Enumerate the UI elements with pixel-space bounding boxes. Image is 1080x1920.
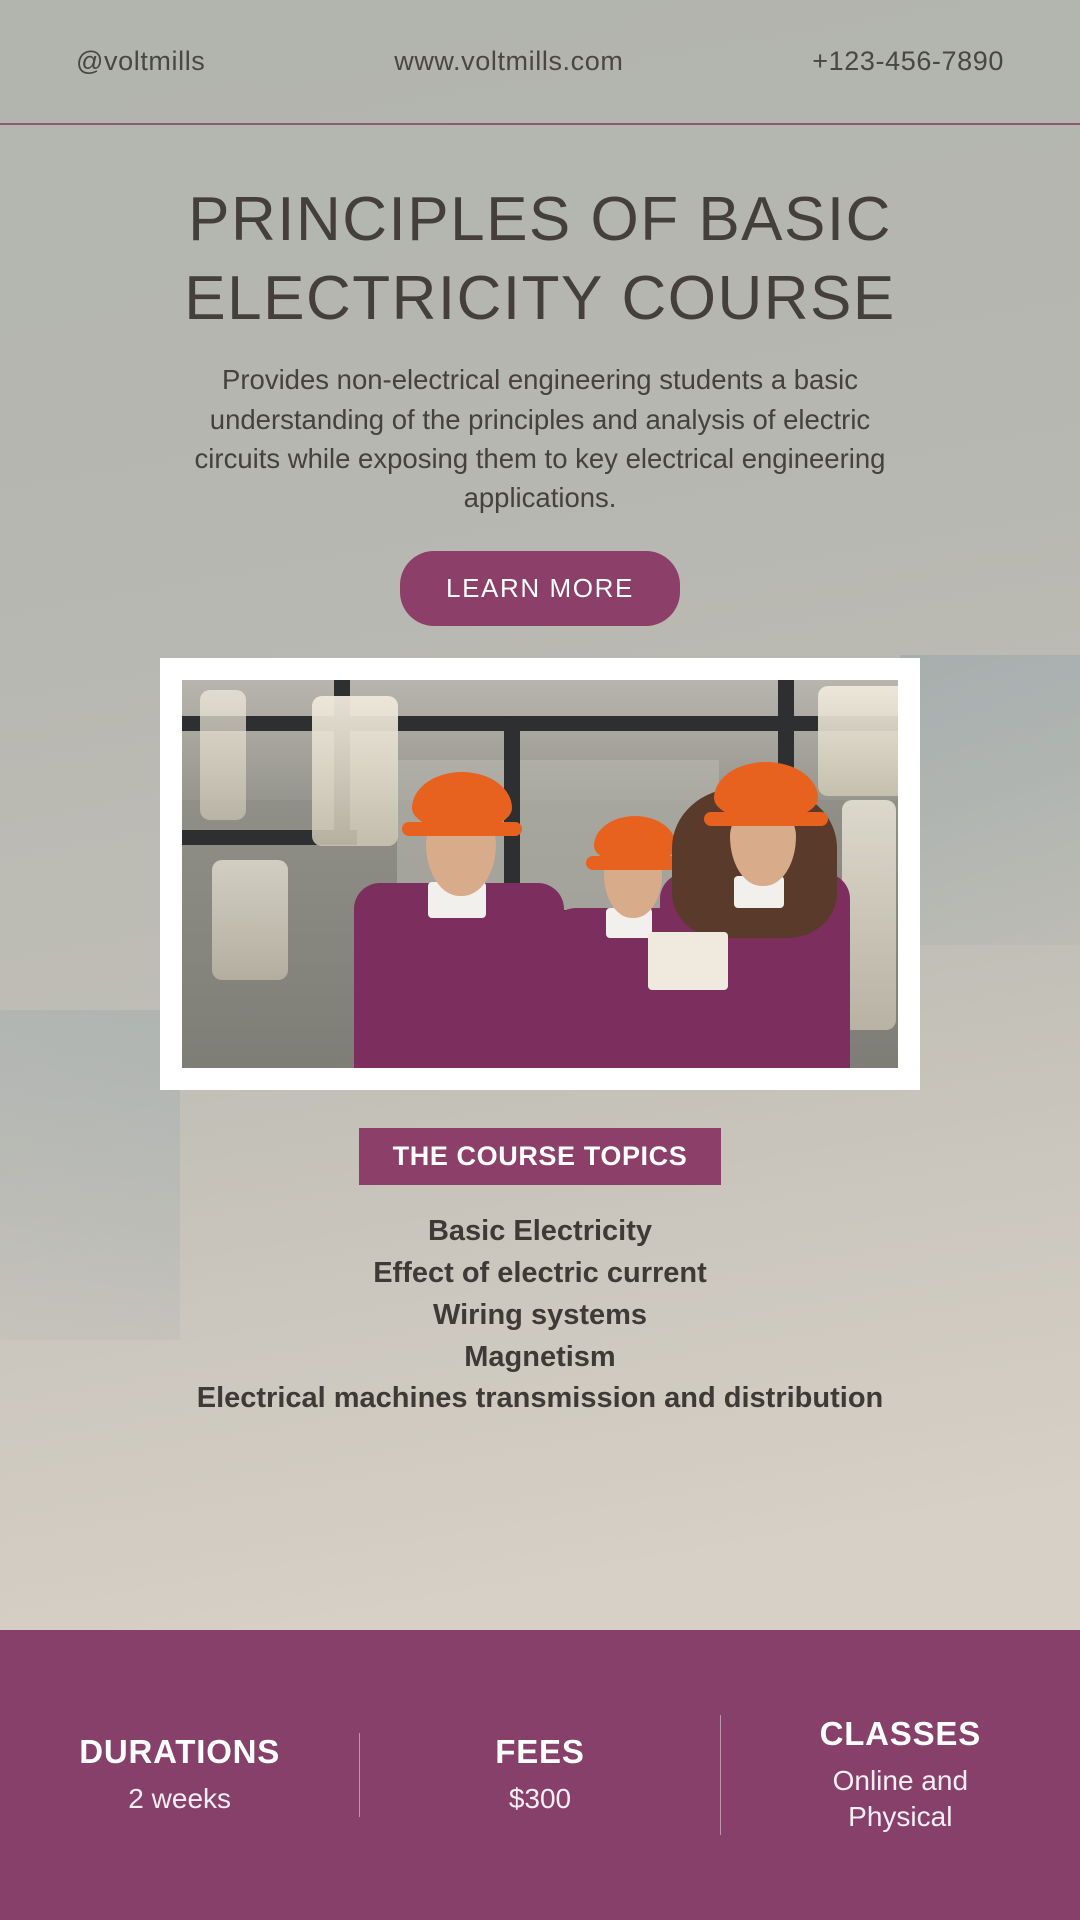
list-item: Electrical machines transmission and distribution xyxy=(196,1382,884,1415)
footer-classes-value: Online and Physical xyxy=(832,1765,969,1832)
topics-badge-container xyxy=(0,1128,1080,1185)
hero-description: Provides non-electrical engineering students a basic understanding of the principles and analysis of electric circuits while exposing them to key electrical engineering applications. xyxy=(194,364,886,513)
footer-column-classes xyxy=(720,1715,1080,1835)
topics-badge: THE COURSE TOPICS xyxy=(359,1128,722,1185)
footer-durations-value: 2 weeks xyxy=(128,1783,232,1815)
list-item: Basic Electricity xyxy=(427,1214,653,1247)
footer-fees-value: $300 xyxy=(508,1783,572,1815)
page-title: PRINCIPLES OF BASIC ELECTRICITY COURSE xyxy=(184,185,896,333)
photo-frame xyxy=(160,658,920,1090)
list-item: Magnetism xyxy=(464,1340,616,1373)
cta-container xyxy=(0,551,1080,626)
footer-column-durations xyxy=(0,1733,359,1817)
website-url[interactable]: www.voltmills.com xyxy=(394,46,624,76)
learn-more-button[interactable]: LEARN MORE xyxy=(400,551,680,626)
footer-fees-title: FEES xyxy=(495,1733,585,1771)
footer-durations-title: DURATIONS xyxy=(79,1733,281,1771)
lab-photo xyxy=(182,680,898,1068)
social-handle[interactable]: @voltmills xyxy=(76,46,206,76)
phone-number[interactable]: +123-456-7890 xyxy=(812,46,1004,76)
footer-column-fees xyxy=(359,1733,719,1817)
topics-list xyxy=(0,1211,1080,1421)
list-item: Wiring systems xyxy=(432,1298,648,1331)
list-item: Effect of electric current xyxy=(373,1256,707,1289)
decorative-square-right xyxy=(900,655,1080,945)
contact-bar xyxy=(0,0,1080,125)
footer-band xyxy=(0,1630,1080,1920)
footer-classes-title: CLASSES xyxy=(819,1715,982,1753)
